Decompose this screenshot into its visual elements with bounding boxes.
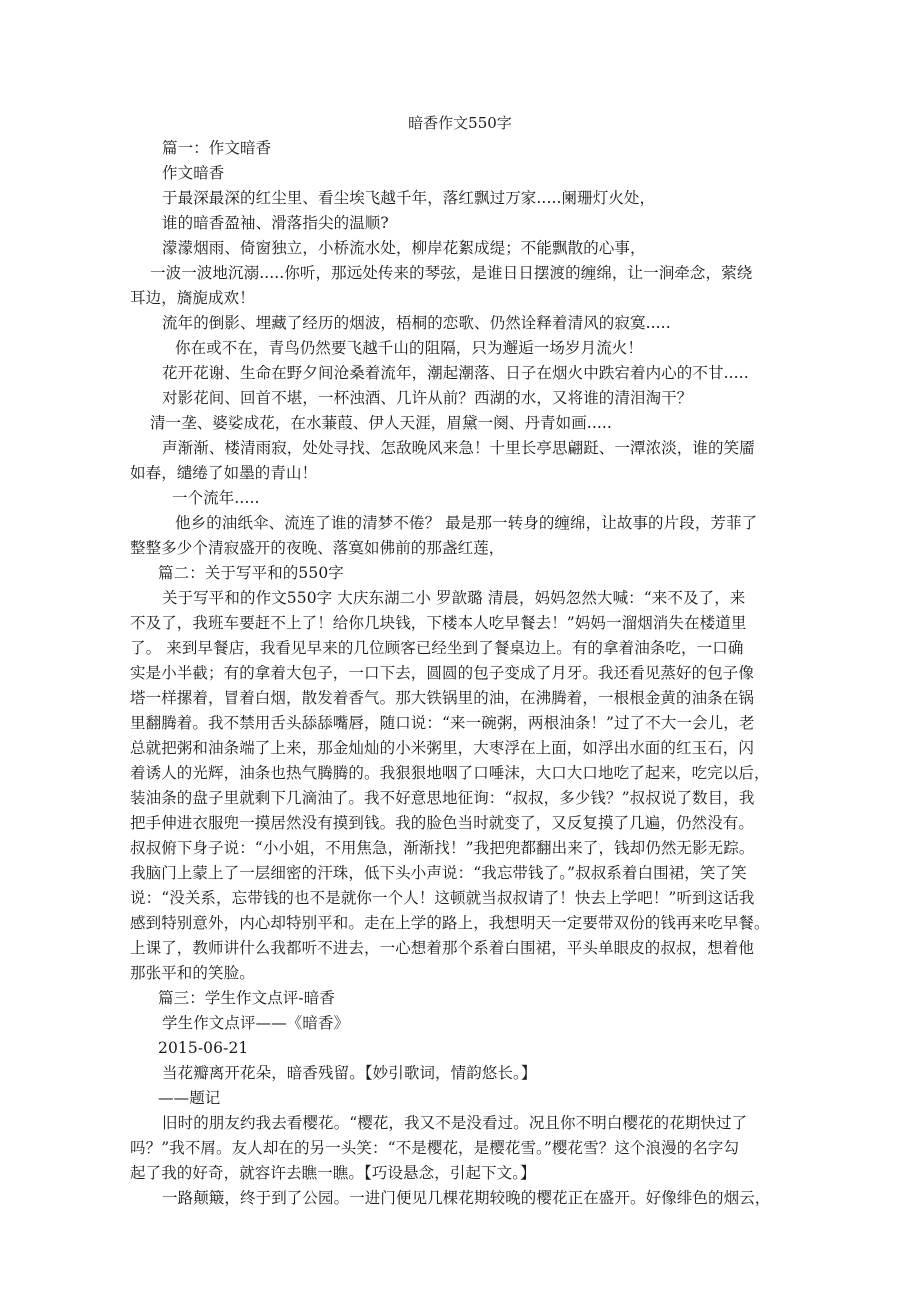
text-line: 声渐渐、楼清雨寂，处处寻找、怎敌晚风来急！十里长亭思翩跹、一潭浓淡，谁的笑靥 [162, 439, 755, 457]
text-line: 濛濛烟雨、倚窗独立，小桥流水处，柳岸花絮成缇；不能飘散的心事， [162, 239, 646, 257]
text-line: 叔叔俯下身子说：“小小姐，不用焦急，渐渐找！”我把兜都翻出来了，钱却仍然无影无踪。 [130, 839, 755, 857]
document-title: 暗香作文550字 [408, 114, 512, 132]
text-line: 旧时的朋友约我去看樱花。“樱花，我又不是没看过。况且你不明白樱花的花期快过了 [162, 1114, 748, 1132]
text-line: 感到特别意外，内心却特别平和。走在上学的路上，我想明天一定要带双份的钱再来吃早餐。 [130, 914, 770, 932]
text-line: 2015-06-21 [158, 1039, 249, 1057]
text-line: 对影花间、回首不堪，一杯浊酒、几许从前？西湖的水，又将谁的清泪淘干？ [162, 389, 693, 407]
text-line: 一路颠簸，终于到了公园。一进门便见几棵花期较晚的樱花正在盛开。好像绯色的烟云， [162, 1189, 771, 1207]
text-line: 当花瓣离开花朵，暗香残留。【妙引歌词，情韵悠长。】 [162, 1064, 537, 1082]
text-line: 装油条的盘子里就剩下几滴油了。我不好意思地征询：“叔叔，多少钱？”叔叔说了数目，我 [130, 789, 755, 807]
text-line: 你在或不在，青鸟仍然要飞越千山的阻隔，只为邂逅一场岁月流火！ [175, 339, 644, 357]
text-line: 篇一：作文暗香 [162, 139, 272, 157]
text-line: 里翻腾着。我不禁用舌头舔舔嘴唇，随口说：“来一碗粥，两根油条！”过了不大一会儿，老 [130, 714, 755, 732]
text-line: 流年的倒影、埋藏了经历的烟波，梧桐的恋歌、仍然诠释着清风的寂寞..... [162, 314, 671, 332]
text-line: 于最深最深的红尘里、看尘埃飞越千年，落红飘过万家.....阑珊灯火处， [162, 189, 656, 207]
text-line: 吗？”我不屑。友人却在的另一头笑：“不是樱花，是樱花雪。”樱花雪？这个浪漫的名字勾 [130, 1139, 740, 1157]
text-line: 清一垄、婆娑成花，在水蒹葭、伊人天涯，眉黛一阕、丹青如画..... [150, 414, 612, 432]
text-line: 学生作文点评——《暗香》 [162, 1014, 350, 1032]
text-line: 着诱人的光辉，油条也热气腾腾的。我狠狠地咽了口唾沫，大口大口地吃了起来，吃完以后， [130, 764, 770, 782]
text-line: 我脑门上蒙上了一层细密的汗珠，低下头小声说：“我忘带钱了。”叔叔系着白围裙，笑了笑 [130, 864, 747, 882]
text-line: 花开花谢、生命在野夕间沧桑着流年，潮起潮落、日子在烟火中跌宕着内心的不甘..... [162, 364, 749, 382]
text-line: 关于写平和的作文550字 大庆东湖二小 罗歆璐 清晨，妈妈忽然大喊：“来不及了，来 [162, 589, 746, 607]
text-line: 他乡的油纸伞、流连了谁的清梦不倦？ 最是那一转身的缠绵，让故事的片段，芳菲了 [175, 514, 758, 532]
text-line: 总就把粥和油条端了上来，那金灿灿的小米粥里，大枣浮在上面，如浮出水面的红玉石，闪 [130, 739, 755, 757]
text-line: 一个流年..... [172, 489, 260, 507]
text-line: 如春，缱绻了如墨的青山！ [130, 464, 318, 482]
text-line: 耳边，旖旎成欢！ [130, 289, 255, 307]
text-line: 说：“没关系，忘带钱的也不是就你一个人！这顿就当叔叔请了！快去上学吧！”听到这话我 [130, 889, 755, 907]
text-line: 整整多少个清寂盛开的夜晚、落寞如佛前的那盏红莲， [130, 539, 505, 557]
text-line: 塔一样摞着，冒着白烟，散发着香气。那大铁锅里的油，在沸腾着，一根根金黄的油条在锅 [130, 689, 755, 707]
text-line: 一波一波地沉溺.....你听，那远处传来的琴弦，是谁日日摆渡的缠绵，让一涧牵念，萦绕 [150, 264, 753, 282]
text-line: 上课了，教师讲什么我都听不进去，一心想着那个系着白围裙，平头单眼皮的叔叔，想着他 [130, 939, 755, 957]
text-line: 把手伸进衣服兜一摸居然没有摸到钱。我的脸色当时就变了，又反复摸了几遍，仍然没有。 [130, 814, 755, 832]
text-line: 谁的暗香盈袖、滑落指尖的温顺? [162, 214, 389, 232]
text-line: ——题记 [158, 1089, 221, 1107]
text-line: 起了我的好奇，就容许去瞧一瞧。【巧设悬念，引起下文。】 [130, 1164, 536, 1182]
text-line: 篇二：关于写平和的550字 [158, 564, 344, 582]
text-line: 作文暗香 [162, 164, 225, 182]
text-line: 那张平和的笑脸。 [130, 964, 255, 982]
text-line: 实是小半截；有的拿着大包子，一口下去，圆圆的包子变成了月牙。我还看见蒸好的包子像 [130, 664, 755, 682]
text-line: 篇三：学生作文点评-暗香 [158, 989, 335, 1007]
text-line: 不及了，我班车要赶不上了！给你几块钱，下楼本人吃早餐去！”妈妈一溜烟消失在楼道里 [130, 614, 747, 632]
text-line: 了。 来到早餐店，我看见早来的几位顾客已经坐到了餐桌边上。有的拿着油条吃，一口确 [130, 639, 744, 657]
